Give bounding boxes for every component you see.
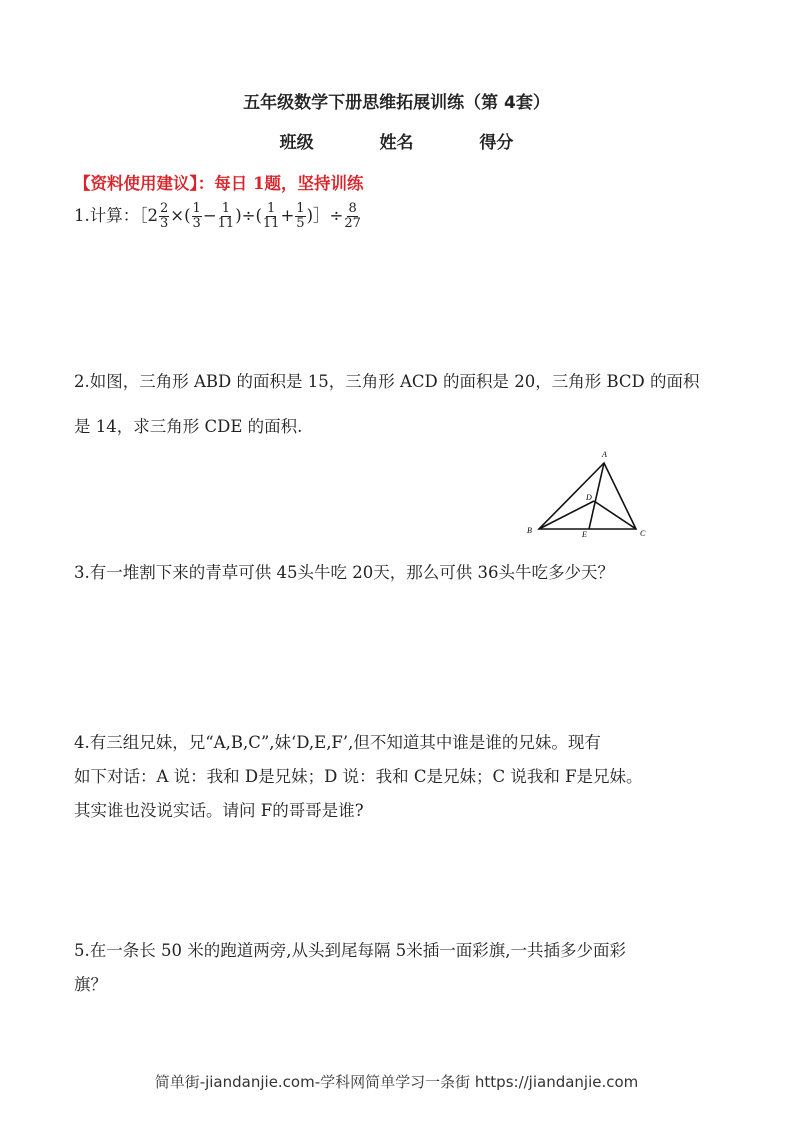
fraction: $\frac{1}{3}$ — [192, 201, 201, 231]
label-c: C — [640, 529, 646, 538]
label-d: D — [586, 493, 592, 502]
label-b: B — [527, 526, 532, 535]
footer: 简单街-jiandanjie.com-学科网简单学习一条街 https://jiandanjie.com — [154, 1073, 639, 1091]
field-score: 得分 — [479, 133, 514, 153]
page-title: 五年级数学下册思维拓展训练（第 4套） — [243, 93, 550, 113]
fraction: $\frac{1}{11}$ — [262, 201, 280, 231]
question-2: 2.如图，三角形 ABD 的面积是 15，三角形 ACD 的面积是 20，三角形 BCD 的面积 是 14，求三角形 CDE 的面积. — [74, 372, 700, 436]
label-e: E — [582, 530, 587, 539]
field-class: 班级 — [279, 133, 314, 153]
question-1: 1.计算：［2 $\frac{2}{3}$ ×( $\frac{1}{3}$ − $\frac{1}{11}$ )÷( $\frac{1}{11}$ + $\frac{1}{5}$ )］÷ $\frac{8}{27}$ — [74, 201, 361, 231]
fraction: $\frac{2}{3}$ — [160, 201, 169, 231]
question-5: 5.在一条长 50 米的跑道两旁,从头到尾每隔 5米插一面彩旗,一共插多少面彩 旗？ — [74, 941, 626, 994]
fraction: $\frac{1}{5}$ — [296, 201, 305, 231]
field-name: 姓名 — [379, 133, 414, 153]
question-4: 4.有三组兄妹，兄“A,B,C”,妹‘D,E,F’,但不知道其中谁是谁的兄妹。现有 如下对话：A 说：我和 D是兄妹；D 说：我和 C是兄妹；C 说我和 F是兄妹。 其实谁也没说实话。请问 F的哥哥是谁? — [74, 733, 643, 820]
fraction: $\frac{1}{11}$ — [217, 201, 235, 231]
usage-tip: 【资料使用建议】：每日 1题，坚持训练 — [74, 174, 364, 193]
fraction: $\frac{8}{27}$ — [344, 201, 361, 231]
question-3: 3.有一堆割下来的青草可供 45头牛吃 20天，那么可供 36头牛吃多少天？ — [74, 563, 614, 582]
label-a: A — [602, 450, 607, 459]
segment-bd — [539, 501, 594, 529]
